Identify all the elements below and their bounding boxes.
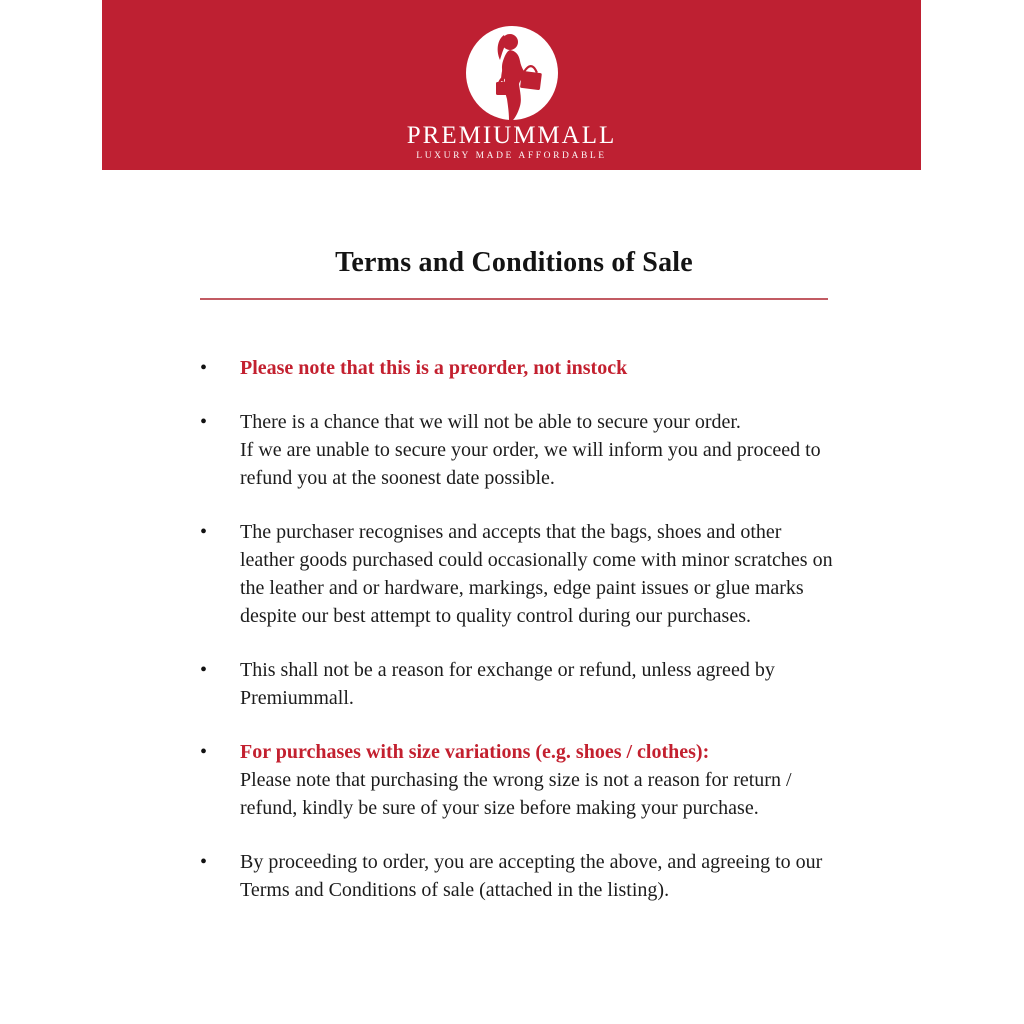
bullet-line: If we are unable to secure your order, we will inform you and proceed to bbox=[240, 439, 821, 461]
bullet-marker: • bbox=[200, 357, 208, 379]
bullet-marker: • bbox=[200, 741, 208, 763]
bullet-line: There is a chance that we will not be able to secure your order. bbox=[240, 411, 741, 433]
bullet-line: By proceeding to order, you are accepting the above, and agreeing to our bbox=[240, 851, 823, 873]
title-divider bbox=[200, 298, 828, 300]
list-item bbox=[200, 656, 828, 712]
woman-shopper-icon bbox=[466, 26, 558, 120]
bullet-line: The purchaser recognises and accepts that the bags, shoes and other bbox=[240, 521, 782, 543]
bullet-line: Premiummall. bbox=[240, 687, 354, 709]
list-item bbox=[200, 738, 828, 822]
bullet-marker: • bbox=[200, 851, 208, 873]
brand-tagline: LUXURY MADE AFFORDABLE bbox=[416, 151, 607, 161]
bullet-line: refund, kindly be sure of your size before making your purchase. bbox=[240, 797, 759, 819]
brand-banner bbox=[102, 0, 921, 170]
page-title: Terms and Conditions of Sale bbox=[335, 247, 693, 278]
bullet-line: the leather and or hardware, markings, edge paint issues or glue marks bbox=[240, 577, 804, 599]
terms-document bbox=[200, 246, 833, 930]
bullet-marker: • bbox=[200, 411, 208, 433]
list-item bbox=[200, 848, 828, 904]
bullet-line: refund you at the soonest date possible. bbox=[240, 467, 555, 489]
bullet-line: For purchases with size variations (e.g. shoes / clothes): bbox=[240, 741, 710, 763]
terms-list bbox=[200, 354, 833, 904]
bullet-line: Please note that purchasing the wrong size is not a reason for return / bbox=[240, 769, 792, 791]
list-item bbox=[200, 354, 828, 382]
brand-name: PREMIUMMALL bbox=[406, 122, 617, 149]
list-item bbox=[200, 518, 833, 630]
bullet-line: This shall not be a reason for exchange or refund, unless agreed by bbox=[240, 659, 775, 681]
bullet-line: Terms and Conditions of sale (attached in the listing). bbox=[240, 879, 670, 901]
bullet-line: leather goods purchased could occasionally come with minor scratches on bbox=[240, 549, 833, 571]
bullet-line: Please note that this is a preorder, not instock bbox=[240, 357, 628, 379]
bullet-line: despite our best attempt to quality control during our purchases. bbox=[240, 605, 751, 627]
bullet-marker: • bbox=[200, 521, 208, 543]
bullet-marker: • bbox=[200, 659, 208, 681]
list-item bbox=[200, 408, 828, 492]
